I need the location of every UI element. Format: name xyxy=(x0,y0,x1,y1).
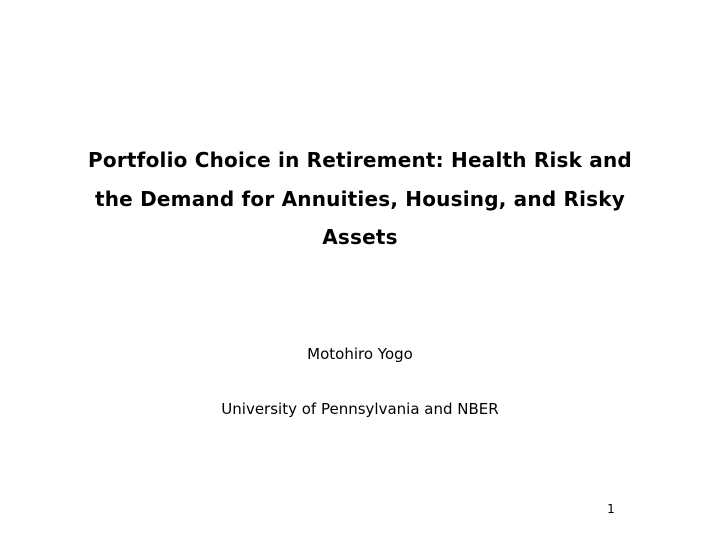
page-number: 1 xyxy=(607,502,615,516)
author-affiliation: University of Pennsylvania and NBER xyxy=(221,400,499,418)
title-line: Portfolio Choice in Retirement: Health Risk and xyxy=(88,148,632,172)
title-line: Assets xyxy=(322,225,398,249)
title-line: the Demand for Annuities, Housing, and Risky xyxy=(94,186,625,211)
slide-title xyxy=(40,141,680,257)
author-name: Motohiro Yogo xyxy=(307,345,413,363)
